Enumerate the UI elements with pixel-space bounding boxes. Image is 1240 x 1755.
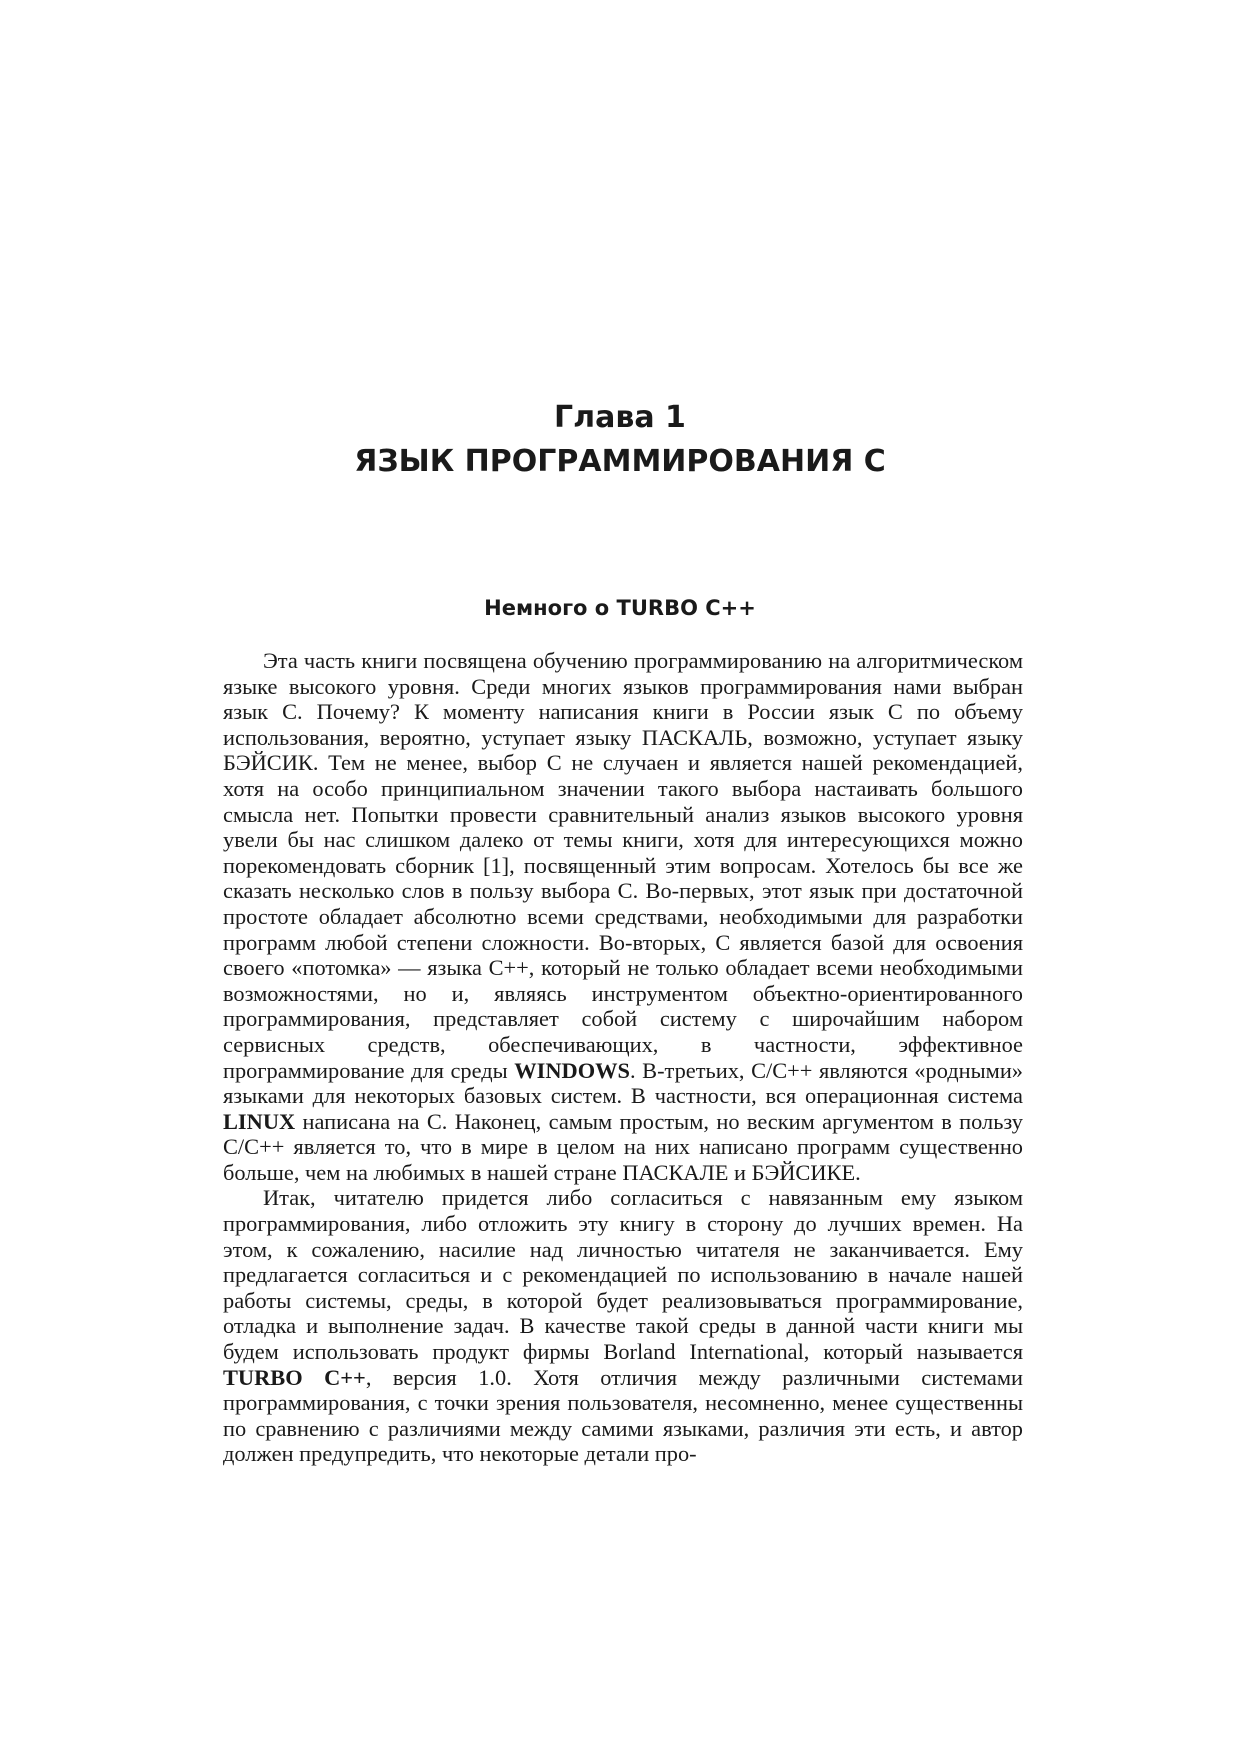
paragraph-1 [223, 648, 1023, 1185]
paragraph-2 [223, 1185, 1023, 1467]
paragraph-2-text-1: Итак, читателю придется либо согласиться с навязанным ему языком программирования, либо отложить эту книгу в сторону до лучших времен. На этом, к сожалению, насилие над личностью читателя не заканчивается. Ему предлагается согласиться и с рекомендацией по использованию в начале нашей работы системы, среды, в которой будет реализовываться программирование, отладка и выполнение задач. В качестве такой среды в данной части книги мы будем использовать продукт фирмы Borland International, который называется [223, 1185, 1023, 1365]
paragraph-1-text-3: написана на С. Наконец, самым простым, но веским аргументом в пользу С/С++ является то, что в мире в целом на них написано программ существенно больше, чем на любимых в нашей стране ПАСКАЛЕ и БЭЙСИКЕ. [223, 1108, 1023, 1185]
chapter-title: ЯЗЫК ПРОГРАММИРОВАНИЯ С [354, 444, 886, 479]
term-windows: WINDOWS [514, 1057, 630, 1083]
body-text [223, 648, 1023, 1467]
section-title: Немного о TURBO C++ [484, 596, 756, 620]
paragraph-1-text-2: . В-третьих, С/С++ являются «родными» языками для некоторых базовых систем. В частности, вся операционная система [223, 1057, 1024, 1109]
term-linux: LINUX [223, 1108, 296, 1134]
chapter-number: Глава 1 [554, 400, 686, 435]
paragraph-2-text-2: , версия 1.0. Хотя отличия между различными системами программирования, с точки зрения пользователя, несомненно, менее существенны по сравнению с различиями между самими языками, различия эти есть, и автор должен предупредить, что некоторые детали про- [223, 1364, 1023, 1467]
paragraph-1-text-1: Эта часть книги посвящена обучению программированию на алгоритмическом языке высокого уровня. Среди многих языков программирования нами выбран язык С. Почему? К моменту написания книги в России язык С по объему использования, вероятно, уступает языку ПАСКАЛЬ, возможно, уступает языку БЭЙСИК. Тем не менее, выбор С не случаен и является нашей рекомендацией, хотя на особо принципиальном значении такого выбора настаивать большого смысла нет. Попытки провести сравнительный анализ языков высокого уровня увели бы нас слишком далеко от темы книги, хотя для интересующихся можно порекомендовать сборник [1], посвященный этим вопросам. Хотелось бы все же сказать несколько слов в пользу выбора С. Во-первых, этот язык при достаточной простоте обладает абсолютно всеми средствами, необходимыми для разработки программ любой степени сложности. Во-вторых, С является базой для освоения своего «потомка» — языка С++, который не только обладает всеми необходимыми возможностями, но и, являясь инструментом объектно-ориентированного программирования, представляет собой систему с широчайшим набором сервисных средств, обеспечивающих, в частности, эффективное программирование для среды [223, 648, 1023, 1083]
term-turbo-cpp: TURBO С++ [223, 1364, 366, 1390]
